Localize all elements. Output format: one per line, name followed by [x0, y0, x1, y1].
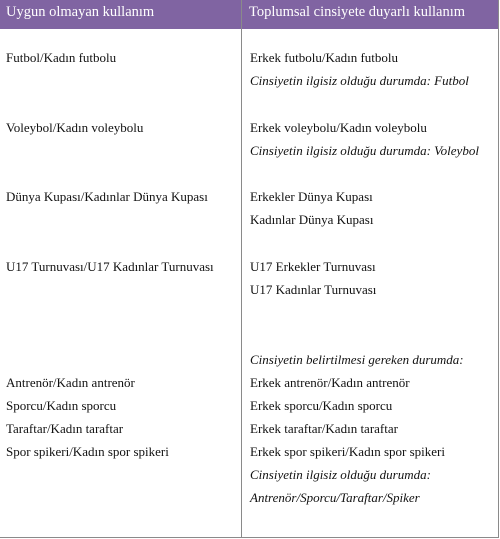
- left-cell-athlete: Sporcu/Kadın sporcu: [6, 398, 117, 413]
- left-cell-fan: Taraftar/Kadın taraftar: [6, 421, 124, 436]
- left-cell-coach: Antrenör/Kadın antrenör: [6, 375, 135, 390]
- left-cell-world-cup: Dünya Kupası/Kadınlar Dünya Kupası: [6, 189, 208, 204]
- right-cell-football: Erkek futbolu/Kadın futbolu: [250, 50, 399, 65]
- column-divider: [241, 0, 242, 537]
- right-cell-neutral-note: Cinsiyetin ilgisiz olduğu durumda:: [250, 467, 431, 482]
- table-header: [0, 0, 498, 29]
- right-cell-world-cup-men: Erkekler Dünya Kupası: [250, 189, 373, 204]
- right-cell-specify-note: Cinsiyetin belirtilmesi gereken durumda:: [250, 352, 464, 367]
- right-cell-u17-women: U17 Kadınlar Turnuvası: [250, 282, 377, 297]
- header-col-inappropriate: Uygun olmayan kullanım: [6, 4, 155, 20]
- right-cell-volleyball: Erkek voleybolu/Kadın voleybolu: [250, 120, 427, 135]
- right-cell-neutral-terms: Antrenör/Sporcu/Taraftar/Spiker: [250, 490, 420, 505]
- left-cell-volleyball: Voleybol/Kadın voleybolu: [6, 120, 144, 135]
- right-cell-world-cup-women: Kadınlar Dünya Kupası: [250, 212, 374, 227]
- left-cell-u17: U17 Turnuvası/U17 Kadınlar Turnuvası: [6, 259, 214, 274]
- right-cell-fan: Erkek taraftar/Kadın taraftar: [250, 421, 398, 436]
- header-col-gender-sensitive: Toplumsal cinsiyete duyarlı kullanım: [249, 4, 466, 20]
- right-cell-football-neutral: Cinsiyetin ilgisiz olduğu durumda: Futbol: [250, 73, 469, 88]
- right-cell-coach: Erkek antrenör/Kadın antrenör: [250, 375, 410, 390]
- left-cell-football: Futbol/Kadın futbolu: [6, 50, 117, 65]
- right-cell-u17-men: U17 Erkekler Turnuvası: [250, 259, 376, 274]
- right-cell-commentator: Erkek spor spikeri/Kadın spor spikeri: [250, 444, 445, 459]
- left-cell-commentator: Spor spikeri/Kadın spor spikeri: [6, 444, 169, 459]
- right-cell-athlete: Erkek sporcu/Kadın sporcu: [250, 398, 393, 413]
- right-cell-volleyball-neutral: Cinsiyetin ilgisiz olduğu durumda: Voleybol: [250, 143, 479, 158]
